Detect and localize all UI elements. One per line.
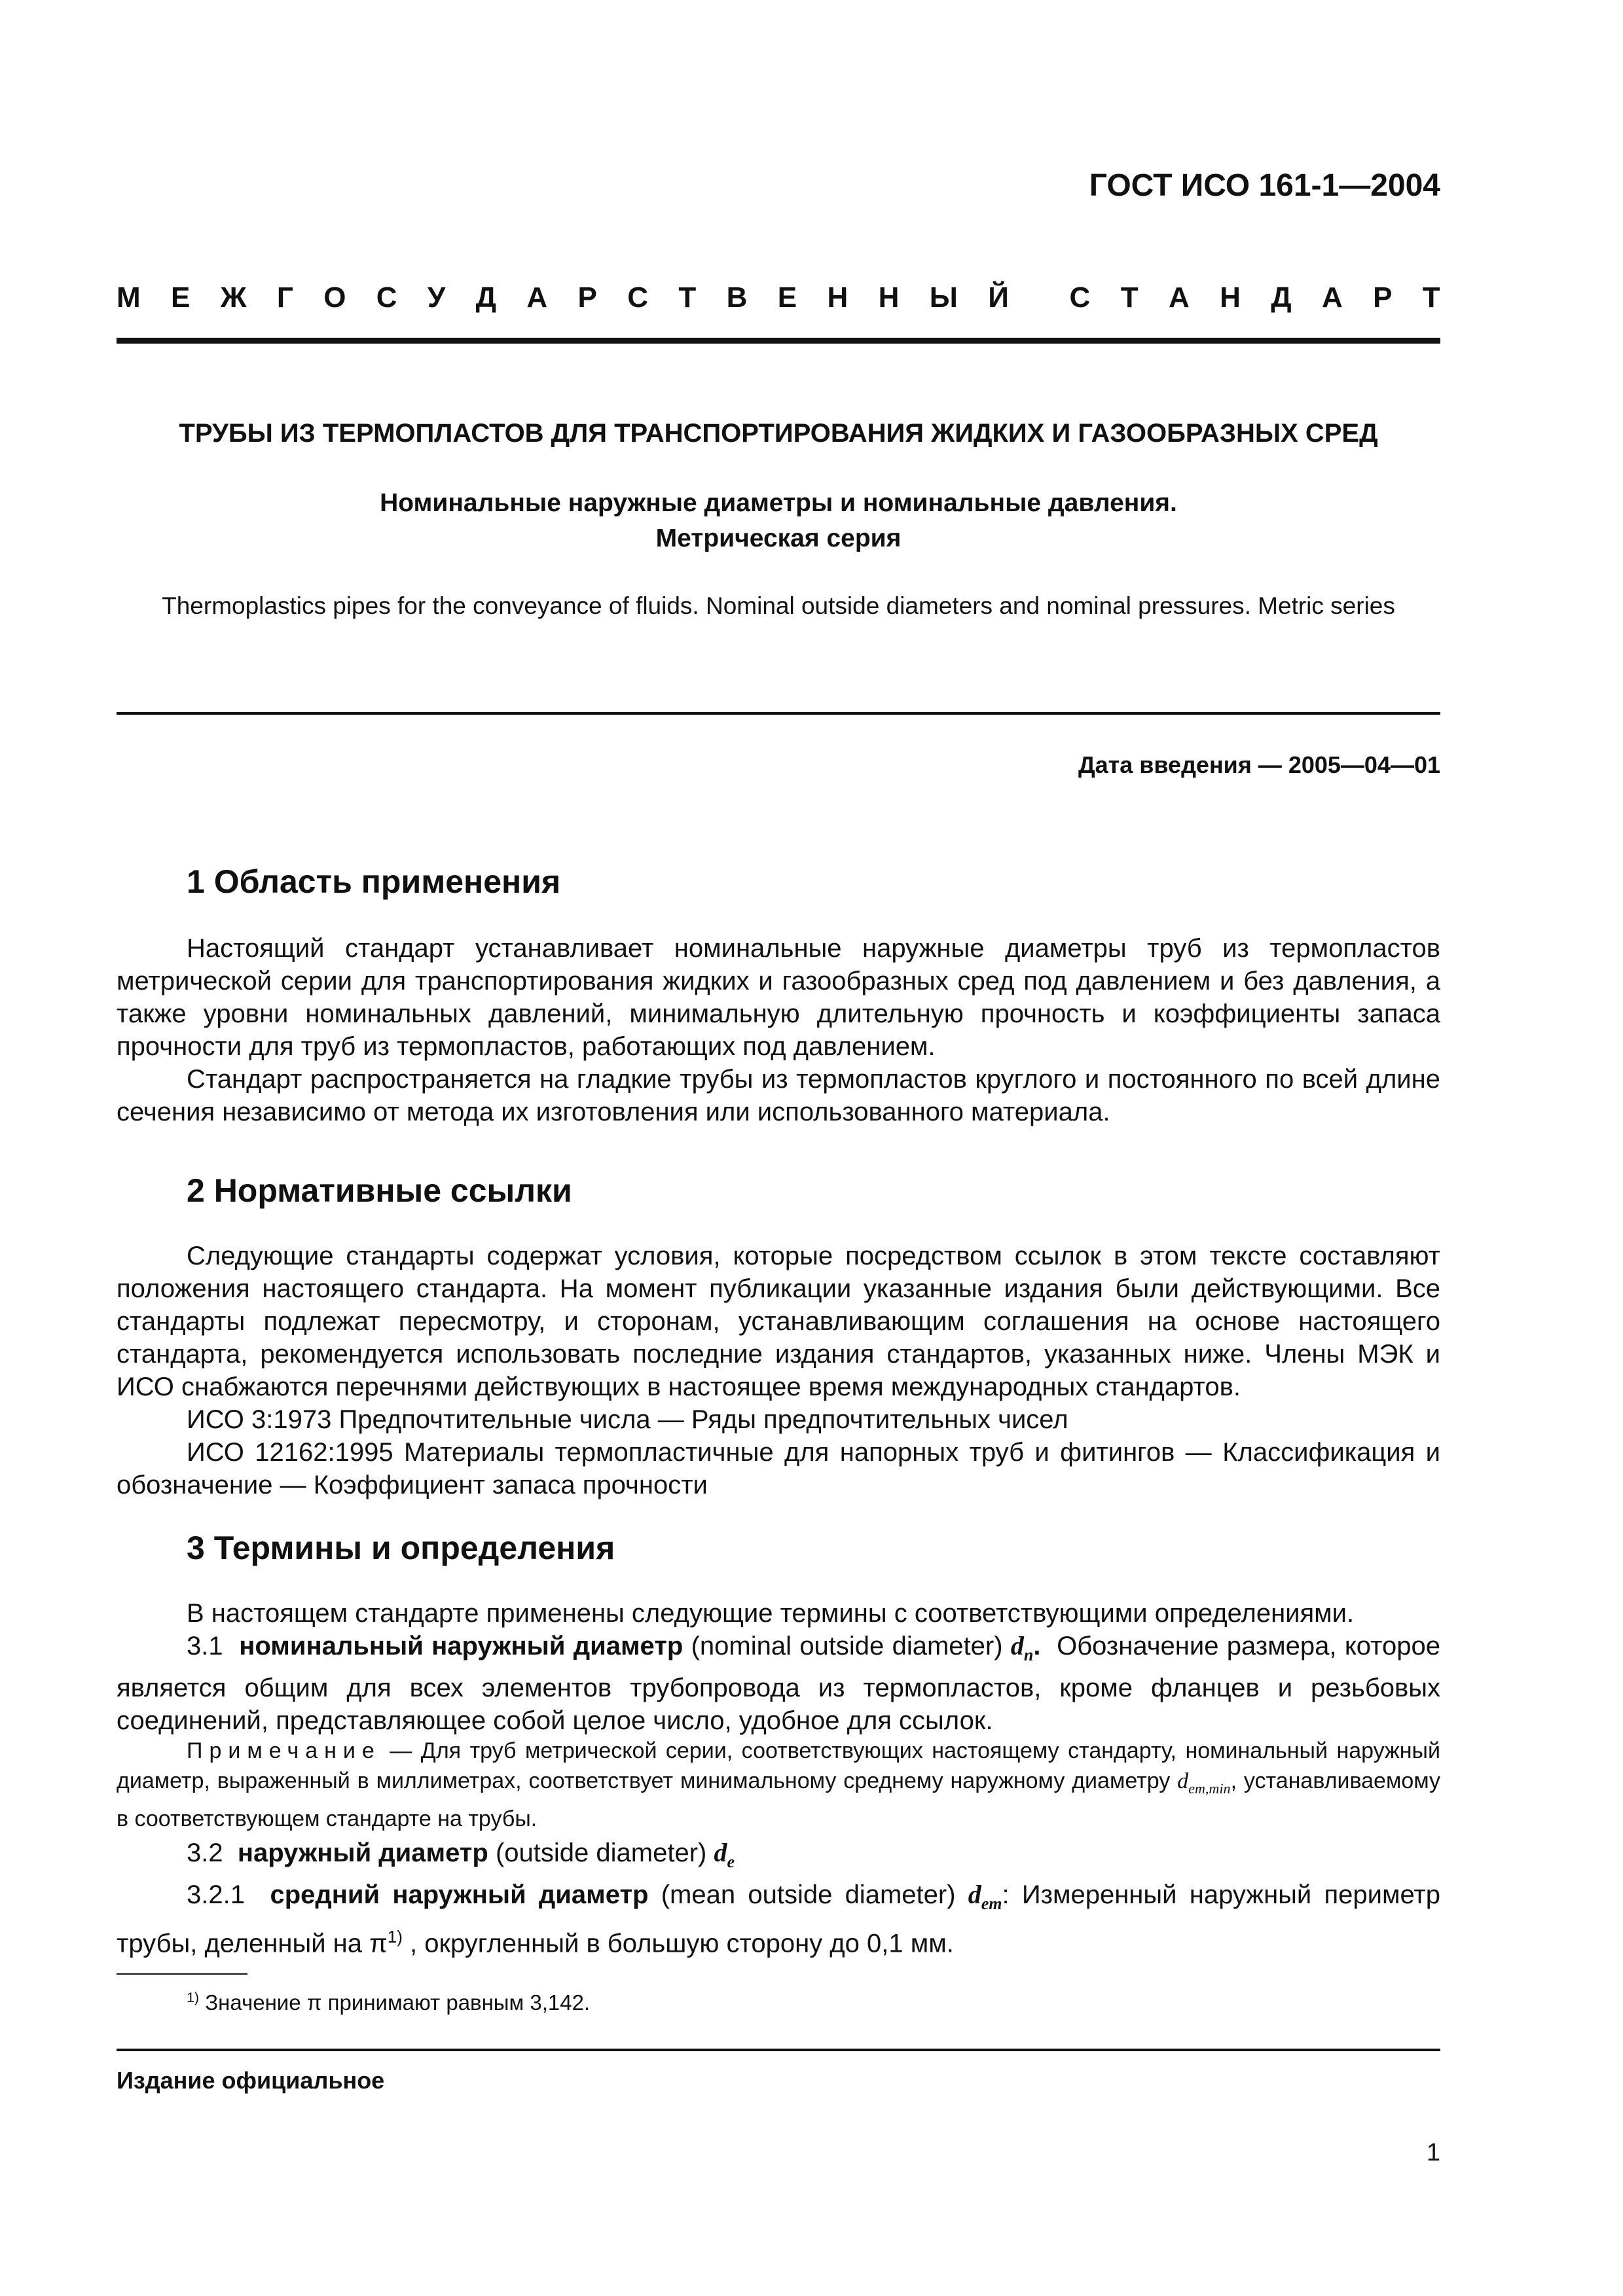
banner-letter: Т [1120, 281, 1139, 314]
section-3-terms-continued [117, 1837, 1440, 1960]
banner-letter: Р [1373, 281, 1393, 314]
header-rule [117, 338, 1440, 344]
section-1-heading: 1 Область применения [187, 863, 561, 900]
footnote-text: Значение π принимают равным 3,142. [205, 1990, 591, 2015]
section-1-paragraph-2: Стандарт распространяется на гладкие трубы из термопластов круглого и постоянного по всей длине сечения независимо от метода их изготовления или использованного материала. [117, 1065, 1440, 1126]
interstate-standard-banner [117, 281, 1440, 314]
banner-letter: Ы [929, 281, 958, 314]
footnote-rule [117, 1973, 247, 1975]
banner-letter: А [1321, 281, 1343, 314]
banner-letter: Д [475, 281, 497, 314]
symbol-de: $d_e$ [714, 1838, 735, 1871]
reference-iso-3: ИСО 3:1973 Предпочтительные числа — Ряды предпочтительных чисел [187, 1405, 1068, 1434]
footer-rule [117, 2049, 1440, 2051]
symbol-dem: $d_{em}$ [968, 1880, 1002, 1913]
banner-letter: Т [1422, 281, 1440, 314]
banner-letter: Е [171, 281, 191, 314]
subtitle-line-2: Метрическая серия [655, 524, 902, 552]
introduction-date: Дата введения — 2005—04—01 [1078, 751, 1440, 778]
banner-letter: О [323, 281, 346, 314]
term-3-2-1: 3.2.1 средний наружный диаметр (mean outside diameter) $d_{em}$: Измеренный наружный периметр трубы, деленный на $\pi^{1)}$ , округленный в большую сторону до 0,1 мм. [117, 1880, 1440, 1958]
banner-letter: С [627, 281, 649, 314]
subtitle-line-1: Номинальные наружные диаметры и номинальные давления. [380, 489, 1177, 517]
banner-letter: С [1069, 281, 1091, 314]
banner-letter: Н [827, 281, 848, 314]
official-edition-label: Издание официальное [117, 2067, 385, 2094]
note-label: Примечание [187, 1738, 381, 1763]
symbol-dn: $d_n$ [1010, 1631, 1034, 1664]
reference-iso-12162: ИСО 12162:1995 Материалы термопластичные для напорных труб и фитингов — Классификация и обозначение — Коэффициент запаса прочности [117, 1438, 1440, 1499]
footnote [187, 1990, 590, 2015]
section-2-heading: 2 Нормативные ссылки [187, 1172, 572, 1209]
section-3-intro: В настоящем стандарте применены следующие термины с соответствующими определениями. [187, 1599, 1355, 1628]
term-3-1: 3.1 номинальный наружный диаметр (nominal outside diameter) $d_n$. Обозначение размера, которое является общим для всех элементов трубопровода из термопластов, кроме фланцев и резьбовых соединений, представляющее собой целое число, удобное для ссылок. [117, 1631, 1440, 1735]
banner-letter: Е [777, 281, 797, 314]
banner-letter: С [376, 281, 397, 314]
document-title: ТРУБЫ ИЗ ТЕРМОПЛАСТОВ ДЛЯ ТРАНСПОРТИРОВАНИЯ ЖИДКИХ И ГАЗООБРАЗНЫХ СРЕД [179, 419, 1378, 448]
note-block: Примечание — Для труб метрической серии, соответствующих настоящему стандарту, номинальный наружный диаметр, выраженный в миллиметрах, соответствует минимальному среднему наружному диаметру $d_{em,min}$, устанавливаемому в соответствующем стандарте на трубы. [117, 1738, 1440, 1831]
term-3-2-1-name: средний наружный диаметр [270, 1880, 649, 1909]
gost-number: ГОСТ ИСО 161-1—2004 [1089, 168, 1440, 203]
banner-letter: Н [878, 281, 900, 314]
banner-letter: Г [276, 281, 293, 314]
banner-letter: Р [577, 281, 597, 314]
banner-letter: А [1168, 281, 1190, 314]
banner-letter: Н [1220, 281, 1241, 314]
english-title: Thermoplastics pipes for the conveyance of fluids. Nominal outside diameters and nominal pressures. Metric series [162, 592, 1395, 619]
section-2-paragraph-1: Следующие стандарты содержат условия, которые посредством ссылок в этом тексте составляют положения настоящего стандарта. На момент публикации указанные издания были действующими. Все стандарты подлежат пересмотру, и сторонам, устанавливающим соглашения на основе настоящего стандарта, рекомендуется использовать последние издания стандартов, указанных ниже. Члены МЭК и ИСО снабжаются перечнями действующих в настоящее время международных стандартов. [117, 1242, 1440, 1401]
footnote-mark: 1) [187, 1990, 200, 2005]
banner-letter: А [526, 281, 548, 314]
banner-letter: В [726, 281, 748, 314]
document-subtitle [117, 486, 1440, 556]
section-1-body [117, 932, 1440, 1128]
banner-letter: Т [678, 281, 697, 314]
term-3-1-definition: Обозначение размера, которое является общим для всех элементов трубопровода из термопластов, кроме фланцев и резьбовых соединений, представляющее собой целое число, удобное для ссылок. [117, 1632, 1440, 1735]
term-3-1-name: номинальный наружный диаметр [239, 1632, 684, 1660]
banner-letter: Й [988, 281, 1009, 314]
section-2-body [117, 1240, 1440, 1501]
page-number: 1 [1426, 2139, 1440, 2166]
footnote-ref[interactable]: 1) [387, 1927, 403, 1946]
section-1-paragraph-1: Настоящий стандарт устанавливает номинальные наружные диаметры труб из термопластов метрической серии для транспортирования жидких и газообразных сред под давлением и без давления, а также уровни номинальных давлений, минимальную длительную прочность и коэффициенты запаса прочности для труб из термопластов, работающих под давлением. [117, 934, 1440, 1061]
title-rule [117, 712, 1440, 715]
symbol-dem-min: $d_{em,min}$ [1177, 1769, 1231, 1797]
banner-letter: У [427, 281, 446, 314]
term-3-2-name: наружный диаметр [237, 1839, 488, 1867]
banner-letter: Ж [220, 281, 247, 314]
term-3-2: 3.2 наружный диаметр (outside diameter) $d_e$ [187, 1838, 735, 1871]
banner-letter: Д [1271, 281, 1292, 314]
banner-letter: М [117, 281, 141, 314]
section-3-heading: 3 Термины и определения [187, 1530, 615, 1566]
section-3-body [117, 1597, 1440, 1737]
